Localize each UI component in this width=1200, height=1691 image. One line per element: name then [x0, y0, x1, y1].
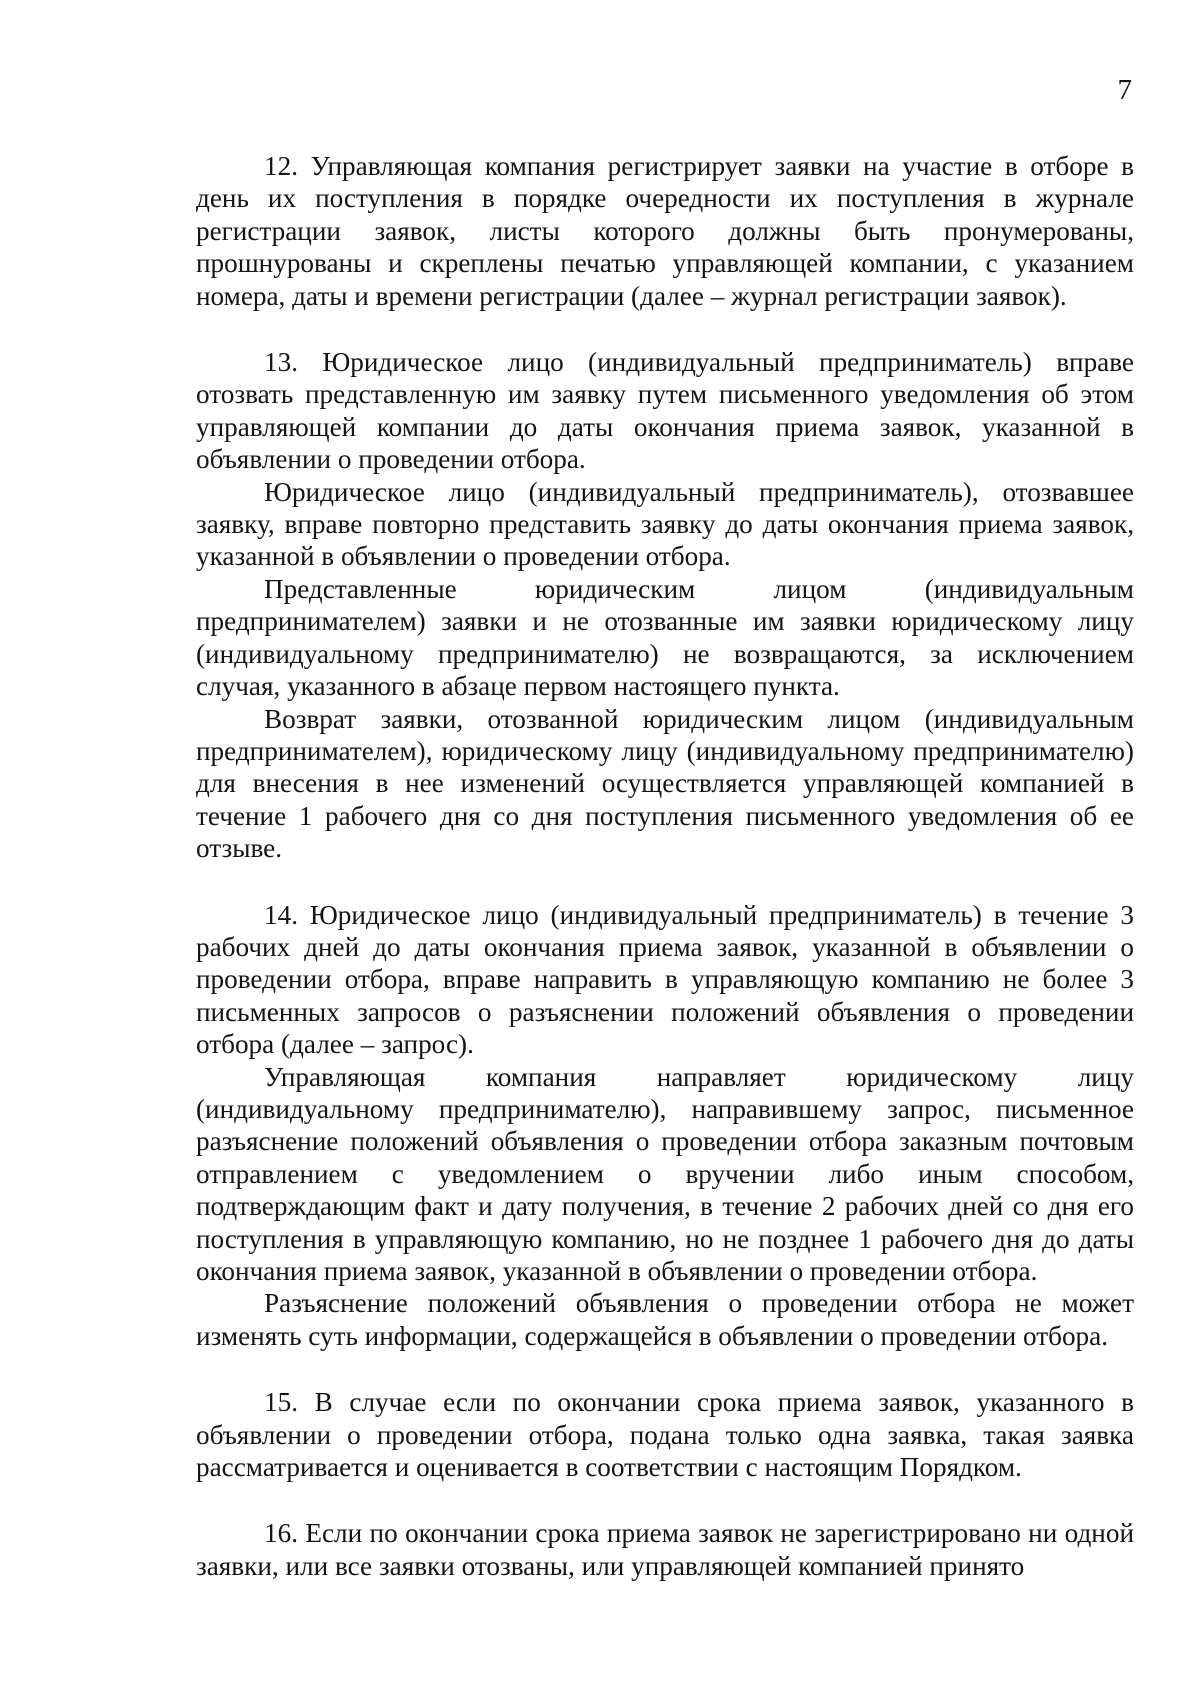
paragraph-13-not-returned: Представленные юридическим лицом (индивидуальным предпринимателем) заявки и не отозванные им заявки юридическому лицу (индивидуальному предпринимателю) не возвращаются, за исключением случая, указанного в абзаце первом настоящего пункта.	[196, 573, 1134, 702]
paragraph-15: 15. В случае если по окончании срока приема заявок, указанного в объявлении о проведении отбора, подана только одна заявка, такая заявка рассматривается и оценивается в соответствии с настоящим Порядком.	[196, 1387, 1134, 1483]
paragraph-14-response: Управляющая компания направляет юридическому лицу (индивидуальному предпринимателю), направившему запрос, письменное разъяснение положений объявления о проведении отбора заказным почтовым отправлением с уведомлением о вручении либо иным способом, подтверждающим факт и дату получения, в течение 2 рабочих дней со дня его поступления в управляющую компанию, но не позднее 1 рабочего дня до даты окончания приема заявок, указанной в объявлении о проведении отбора.	[196, 1061, 1134, 1286]
paragraph-14-clarification-limit: Разъяснение положений объявления о проведении отбора не может изменять суть информации, содержащейся в объявлении о проведении отбора.	[196, 1288, 1134, 1351]
paragraph-16: 16. Если по окончании срока приема заявок не зарегистрировано ни одной заявки, или все заявки отозваны, или управляющей компанией принято	[196, 1518, 1134, 1581]
paragraph-14: 14. Юридическое лицо (индивидуальный предприниматель) в течение 3 рабочих дней до даты окончания приема заявок, указанной в объявлении о проведении отбора, вправе направить в управляющую компанию не более 3 письменных запросов о разъяснении положений объявления о проведении отбора (далее – запрос).	[196, 899, 1134, 1060]
paragraph-13-return-for-changes: Возврат заявки, отозванной юридическим лицом (индивидуальным предпринимателем), юридическому лицу (индивидуальному предпринимателю) для внесения в нее изменений осуществляется управляющей компанией в течение 1 рабочего дня со дня поступления письменного уведомления об ее отзыве.	[196, 703, 1134, 864]
paragraph-13: 13. Юридическое лицо (индивидуальный предприниматель) вправе отозвать представленную им заявку путем письменного уведомления об этом управляющей компании до даты окончания приема заявок, указанной в объявлении о проведении отбора.	[196, 347, 1134, 475]
page-number: 7	[1117, 74, 1132, 106]
document-body	[196, 150, 1134, 1582]
paragraph-13-withdrawal-resubmit: Юридическое лицо (индивидуальный предприниматель), отозвавшее заявку, вправе повторно представить заявку до даты окончания приема заявок, указанной в объявлении о проведении отбора.	[196, 476, 1134, 572]
paragraph-12: 12. Управляющая компания регистрирует заявки на участие в отборе в день их поступления в порядке очередности их поступления в журнале регистрации заявок, листы которого должны быть пронумерованы, прошнурованы и скреплены печатью управляющей компании, с указанием номера, даты и времени регистрации (далее – журнал регистрации заявок).	[196, 151, 1134, 311]
